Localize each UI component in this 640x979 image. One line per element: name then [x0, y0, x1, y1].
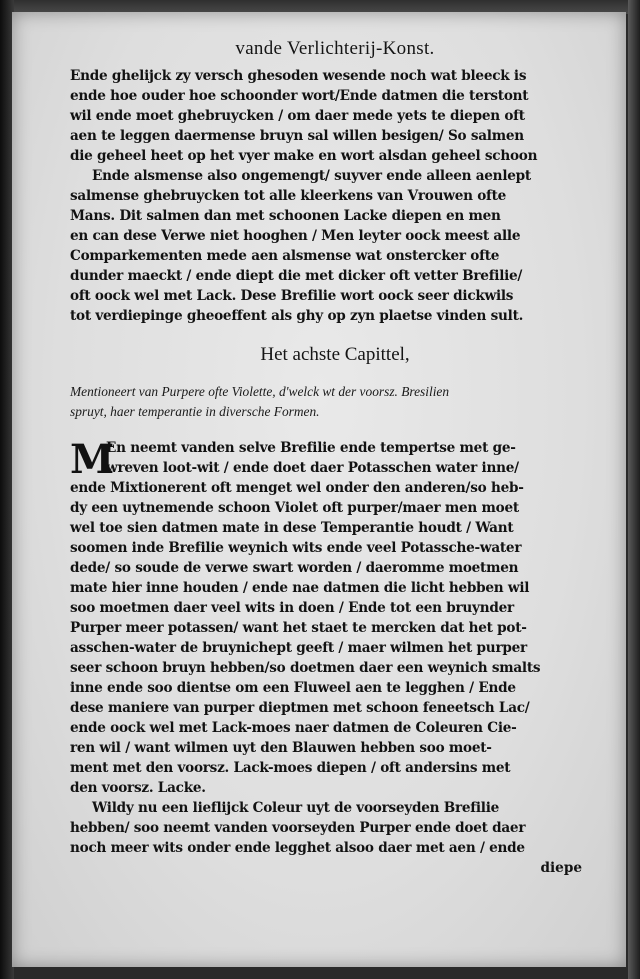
text-line: ment met den voorsz. Lack-moes diepen / oft andersins met	[70, 760, 511, 776]
text-line: asschen-water de bruynichept geeft / maer wilmen het purper	[70, 640, 527, 656]
text-line: inne ende soo dientse om een Fluweel aen te legghen / Ende	[70, 680, 516, 696]
chapter-subtitle	[70, 382, 600, 422]
chapter-title: Het achste Capittel,	[260, 344, 410, 365]
page-edge-shadow	[628, 0, 640, 979]
text-line: ende Mixtionerent oft menget wel onder den anderen/so heb-	[70, 480, 524, 496]
book-page	[12, 12, 626, 967]
paragraph-1b	[70, 166, 600, 326]
drop-cap: M	[70, 436, 115, 483]
text-line: Ende ghelijck zy versch ghesoden wesende noch wat bleeck is	[70, 68, 527, 84]
text-line: wel toe sien datmen mate in dese Temperantie houdt / Want	[70, 520, 514, 536]
text-line: aen te leggen daermense bruyn sal willen besigen/ So salmen	[70, 128, 524, 144]
text-line: mate hier inne houden / ende nae datmen die licht hebben wil	[70, 580, 530, 596]
paragraph-3	[70, 798, 600, 858]
text-line: noch meer wits onder ende legghet alsoo daer met aen / ende	[70, 840, 525, 856]
text-line: ren wil / want wilmen uyt den Blauwen hebben soo moet-	[70, 740, 492, 756]
text-line: Mans. Dit salmen dan met schoonen Lacke diepen en men	[70, 208, 501, 224]
text-line: hebben/ soo neemt vanden voorseyden Purper ende doet daer	[70, 820, 526, 836]
subtitle-line: Mentioneert van Purpere ofte Violette, d'welck wt der voorsz. Bresilien	[70, 384, 450, 399]
text-line: dede/ so soude de verwe swart worden / daeromme moetmen	[70, 560, 519, 576]
text-line: ende oock wel met Lack-moes naer datmen de Coleuren Cie-	[70, 720, 517, 736]
text-line: dy een uytnemende schoon Violet oft purper/maer men moet	[70, 500, 519, 516]
text-line: Purper meer potassen/ want het staet te mercken dat het pot-	[70, 620, 527, 636]
text-line: En neemt vanden selve Brefilie ende tempertse met ge-	[106, 440, 516, 456]
text-line: salmense ghebruycken tot alle kleerkens van Vrouwen ofte	[70, 188, 507, 204]
text-line: dese maniere van purper dieptmen met schoon feneetsch Lac/	[70, 700, 530, 716]
text-line: dunder maeckt / ende diept die met dicker oft vetter Brefilie/	[70, 268, 523, 284]
subtitle-line: spruyt, haer temperantie in diversche Formen.	[70, 404, 320, 419]
text-line: den voorsz. Lacke.	[70, 780, 206, 796]
paragraph-1	[70, 66, 600, 166]
paragraph-2	[70, 438, 600, 798]
text-line: wreven loot-wit / ende doet daer Potasschen water inne/	[106, 460, 519, 476]
text-line: soomen inde Brefilie weynich wits ende veel Potassche-water	[70, 540, 522, 556]
text-line: tot verdiepinge gheoeffent als ghy op zyn plaetse vinden sult.	[70, 308, 524, 324]
text-line: die geheel heet op het vyer make en wort alsdan geheel schoon	[70, 148, 538, 164]
text-line: seer schoon bruyn hebben/so doetmen daer een weynich smalts	[70, 660, 541, 676]
text-line: en can dese Verwe niet hooghen / Men leyter oock meest alle	[70, 228, 521, 244]
page-content	[70, 38, 600, 878]
text-line: wil ende moet ghebruycken / om daer mede yets te diepen oft	[70, 108, 525, 124]
text-line: ende hoe ouder hoe schoonder wort/Ende datmen die terstont	[70, 88, 529, 104]
text-line: Wildy nu een lieflijck Coleur uyt de voorseyden Brefilie	[92, 800, 500, 816]
catchword: diepe	[540, 860, 582, 876]
text-line: oft oock wel met Lack. Dese Brefilie wort oock seer dickwils	[70, 288, 514, 304]
text-line: Comparkementen mede aen alsmense wat onstercker ofte	[70, 248, 500, 264]
running-head: vande Verlichterij-Konst.	[235, 38, 435, 59]
text-line: soo moetmen daer veel wits in doen / Ende tot een bruynder	[70, 600, 514, 616]
text-line: Ende alsmense also ongemengt/ suyver ende alleen aenlept	[92, 168, 531, 184]
